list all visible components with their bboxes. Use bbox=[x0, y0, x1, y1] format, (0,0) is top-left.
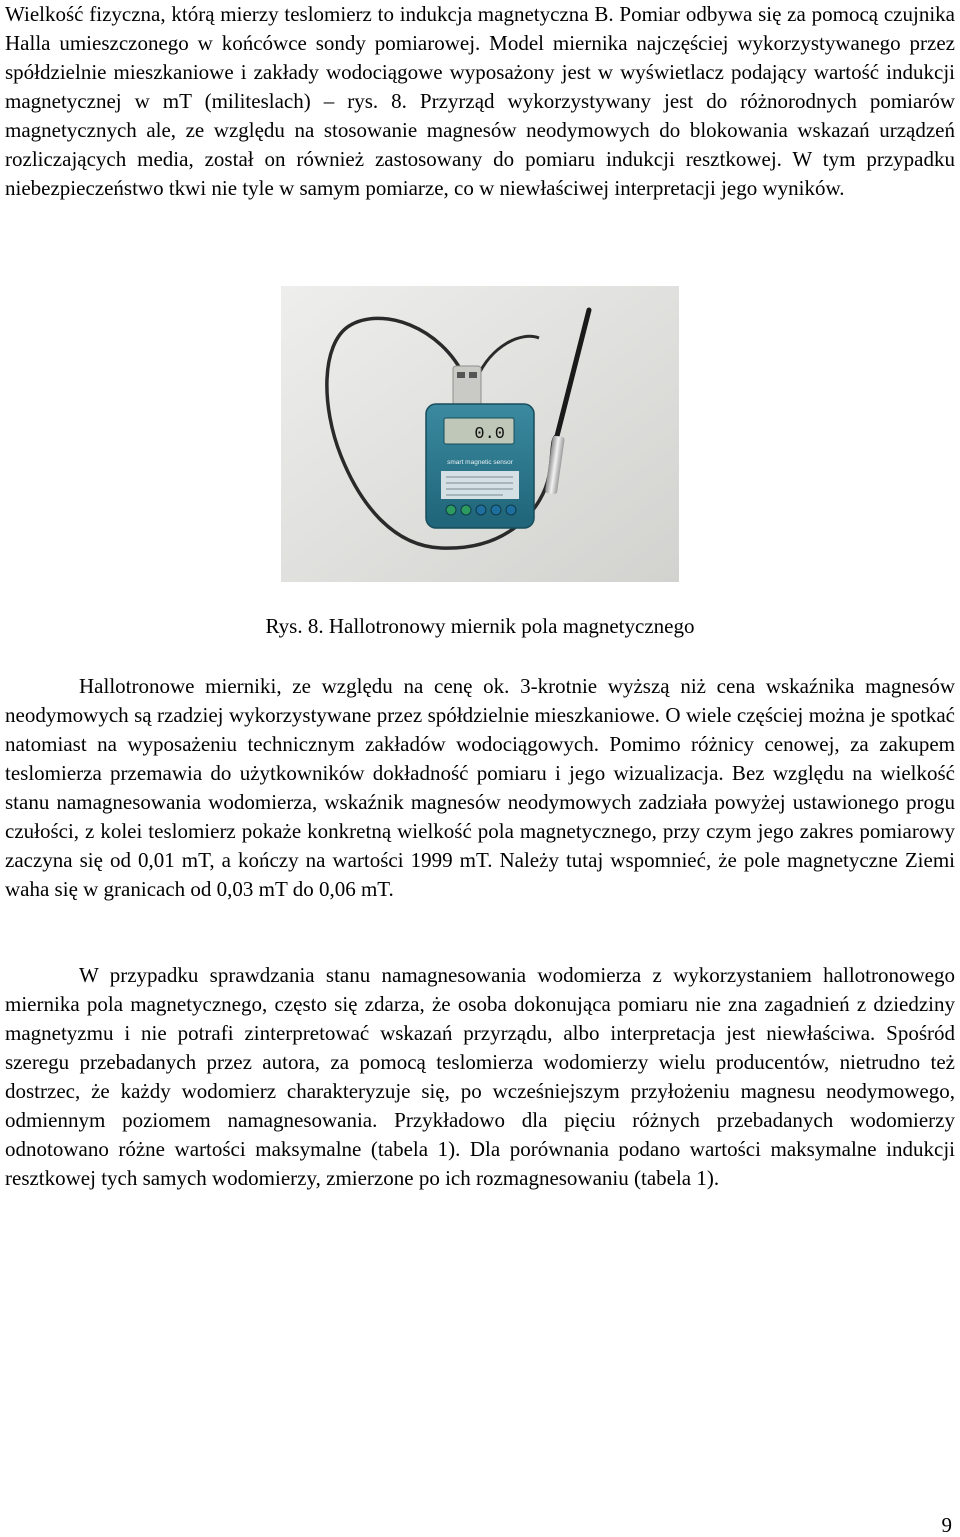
paragraph-1: Wielkość fizyczna, którą mierzy teslomierz to indukcja magnetyczna B. Pomiar odbywa się za pomocą czujnika Halla umieszczonego w końcówce sondy pomiarowej. Model miernika najczęściej wykorzystywanego przez spółdzielnie mieszkaniowe i zakłady wodociągowe wyposażony jest w wyświetlacz podający wartość indukcji magnetycznej w mT (militeslach) – rys. 8. Przyrząd wykorzystywany jest do różnorodnych pomiarów magnetycznych ale, ze względu na stosowanie magnesów neodymowych do blokowania wskazań urządzeń rozliczających media, został on również zastosowany do pomiaru indukcji resztkowej. W tym przypadku niebezpieczeństwo tkwi nie tyle w samym pomiarze, co w niewłaściwej interpretacji jego wyników. bbox=[5, 2, 955, 200]
paragraph-3: W przypadku sprawdzania stanu namagnesowania wodomierza z wykorzystaniem hallotronowego miernika pola magnetycznego, często się zdarza, że osoba dokonująca pomiaru nie zna zagadnień z dziedziny magnetyzmu i nie potrafi zinterpretować wskazań przyrządu, albo interpretacja jest niewłaściwa. Spośród szeregu przebadanych przez autora, za pomocą teslomierza wodomierzy wielu producentów, nietrudno też dostrzec, że każdy wodomierz charakteryzuje się, po wcześniejszym przyłożeniu magnesu neodymowego, odmiennym poziomem namagnesowania. Przykładowo dla pięciu różnych przebadanych wodomierzy odnotowano różne wartości maksymalne (tabela 1). Dla porównania podano wartości maksymalne indukcji resztkowej tych samych wodomierzy, zmierzone po ich rozmagnesowaniu (tabela 1). bbox=[5, 963, 955, 1190]
meter-button-3 bbox=[476, 505, 486, 515]
page-number: 9 bbox=[941, 1513, 952, 1537]
meter-button-1 bbox=[446, 505, 456, 515]
paragraph-2: Hallotronowe mierniki, ze względu na cenę ok. 3-krotnie wyższą niż cena wskaźnika magnesów neodymowych są rzadziej wykorzystywane przez spółdzielnie mieszkaniowe. O wiele częściej można je spotkać natomiast na wyposażeniu technicznym zakładów wodociągowych. Pomimo różnicy cenowej, za zakupem teslomierza przemawia do użytkowników dokładność pomiaru i jego wizualizacja. Bez względu na wielkość stanu namagnesowania wodomierza, wskaźnik magnesów neodymowych zadziała powyżej ustawionego progu czułości, z kolei teslomierz pokaże konkretną wielkość pola magnetycznego, przy czym jego zakres pomiarowy zaczyna się od 0,01 mT, a kończy na wartości 1999 mT. Należy tutaj wspomnieć, że pole magnetyczne Ziemi waha się w granicach od 0,03 mT do 0,06 mT. bbox=[5, 674, 955, 901]
device-label: smart magnetic sensor bbox=[447, 459, 513, 466]
meter-button-5 bbox=[506, 505, 516, 515]
meter-button-2 bbox=[461, 505, 471, 515]
figure-caption: Rys. 8. Hallotronowy miernik pola magnetycznego bbox=[265, 614, 695, 638]
display-reading: 0.0 bbox=[474, 425, 505, 444]
teslameter-photo bbox=[281, 286, 679, 582]
meter-button-4 bbox=[491, 505, 501, 515]
